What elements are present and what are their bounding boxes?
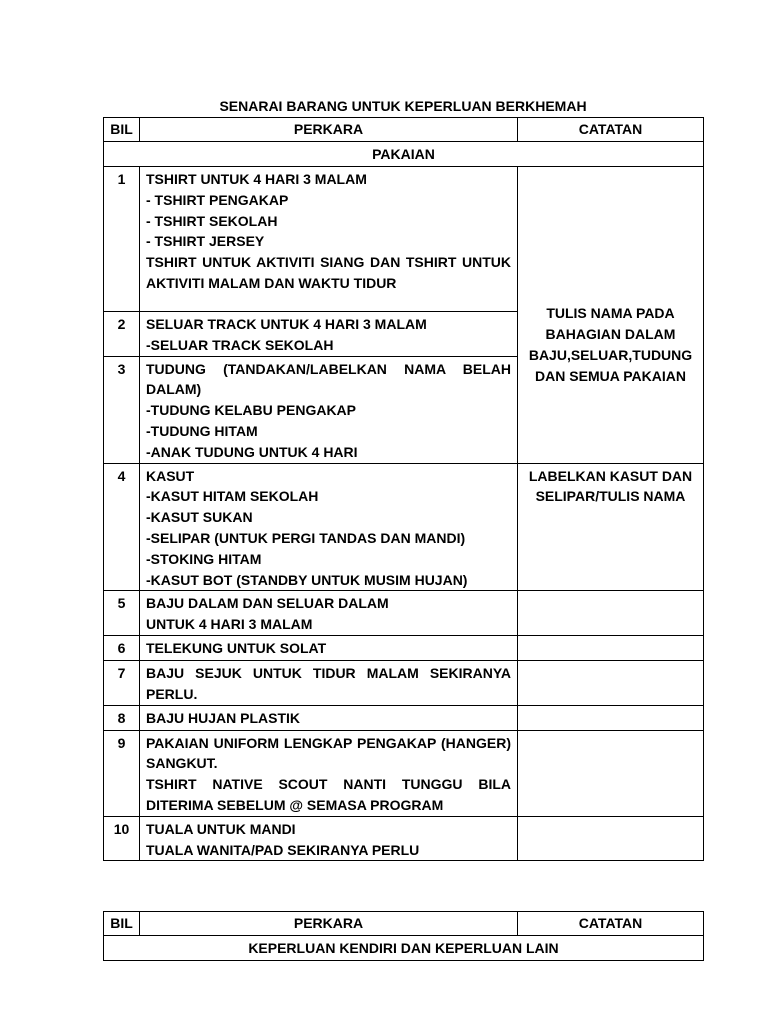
item-line: -STOKING HITAM — [146, 550, 262, 567]
header-catatan: CATATAN — [518, 118, 704, 142]
row-number: 7 — [104, 660, 140, 705]
table-row — [104, 730, 704, 816]
section-title: KEPERLUAN KENDIRI DAN KEPERLUAN LAIN — [104, 936, 704, 961]
item-line: -TUDUNG HITAM — [146, 422, 258, 439]
row-item: BAJU HUJAN PLASTIK — [140, 705, 518, 730]
header-perkara: PERKARA — [140, 912, 518, 936]
row-item: BAJU SEJUK UNTUK TIDUR MALAM SEKIRANYA PERLU. — [140, 660, 518, 705]
item-line: - TSHIRT SEKOLAH — [146, 212, 278, 229]
note-shoes: LABELKAN KASUT DAN SELIPAR/TULIS NAMA — [518, 463, 704, 591]
row-number: 1 — [104, 167, 140, 312]
item-line: TUDUNG (TANDAKAN/LABELKAN NAMA BELAH DALAM) — [146, 360, 511, 398]
note-empty — [518, 591, 704, 636]
row-number: 6 — [104, 635, 140, 660]
header-bil: BIL — [104, 912, 140, 936]
header-catatan: CATATAN — [518, 912, 704, 936]
row-item — [140, 167, 518, 312]
note-clothing: TULIS NAMA PADA BAHAGIAN DALAM BAJU,SELUAR,TUDUNG DAN SEMUA PAKAIAN — [518, 167, 704, 464]
item-line: TSHIRT UNTUK AKTIVITI SIANG DAN TSHIRT UNTUK AKTIVITI MALAM DAN WAKTU TIDUR — [146, 254, 511, 291]
note-empty — [518, 730, 704, 816]
item-line: -ANAK TUDUNG UNTUK 4 HARI — [146, 443, 358, 460]
row-number: 4 — [104, 463, 140, 591]
page-title: SENARAI BARANG UNTUK KEPERLUAN BERKHEMAH — [219, 98, 587, 114]
items-table-personal — [103, 911, 704, 961]
note-empty — [518, 816, 704, 861]
item-line: TSHIRT NATIVE SCOUT NANTI TUNGGU BILA DITERIMA SEBELUM @ SEMASA PROGRAM — [146, 776, 511, 813]
note-empty — [518, 635, 704, 660]
row-number: 9 — [104, 730, 140, 816]
row-number: 10 — [104, 816, 140, 861]
section-row — [104, 142, 704, 167]
item-line: -KASUT SUKAN — [146, 509, 253, 526]
item-line: - TSHIRT PENGAKAP — [146, 191, 289, 208]
table-row — [104, 660, 704, 705]
row-item: BAJU DALAM DAN SELUAR DALAM UNTUK 4 HARI 3 MALAM — [140, 591, 518, 636]
row-number: 8 — [104, 705, 140, 730]
row-number: 3 — [104, 356, 140, 463]
item-line: - TSHIRT JERSEY — [146, 233, 265, 250]
item-line: KASUT — [146, 467, 195, 484]
row-number: 5 — [104, 591, 140, 636]
table-header-row — [104, 912, 704, 936]
item-line: PAKAIAN UNIFORM LENGKAP PENGAKAP (HANGER) SANGKUT. — [146, 734, 511, 772]
item-line: -SELIPAR (UNTUK PERGI TANDAS DAN MANDI) — [146, 529, 466, 546]
row-item — [140, 816, 518, 861]
item-line: TUALA WANITA/PAD SEKIRANYA PERLU — [146, 841, 420, 858]
table-row — [104, 591, 704, 636]
row-item — [140, 463, 518, 591]
table-row — [104, 635, 704, 660]
item-line: TUALA UNTUK MANDI — [146, 820, 296, 837]
table-row — [104, 167, 704, 312]
section-title: PAKAIAN — [104, 142, 704, 167]
item-line: -KASUT BOT (STANDBY UNTUK MUSIM HUJAN) — [146, 571, 468, 588]
item-line: -KASUT HITAM SEKOLAH — [146, 488, 319, 505]
section-row — [104, 936, 704, 961]
table-header-row — [104, 118, 704, 142]
item-line: SELUAR TRACK UNTUK 4 HARI 3 MALAM — [146, 316, 427, 332]
table-row — [104, 705, 704, 730]
row-number: 2 — [104, 312, 140, 357]
item-line: -SELUAR TRACK SEKOLAH — [146, 336, 334, 353]
item-line: -TUDUNG KELABU PENGAKAP — [146, 402, 356, 419]
header-perkara: PERKARA — [140, 118, 518, 142]
header-bil: BIL — [104, 118, 140, 142]
item-line: TSHIRT UNTUK 4 HARI 3 MALAM — [146, 171, 367, 187]
note-empty — [518, 660, 704, 705]
row-item — [140, 312, 518, 357]
row-item — [140, 730, 518, 816]
items-table-clothing — [103, 117, 704, 861]
note-empty — [518, 705, 704, 730]
table-row — [104, 463, 704, 591]
row-item — [140, 356, 518, 463]
row-item: TELEKUNG UNTUK SOLAT — [140, 635, 518, 660]
table-row — [104, 816, 704, 861]
